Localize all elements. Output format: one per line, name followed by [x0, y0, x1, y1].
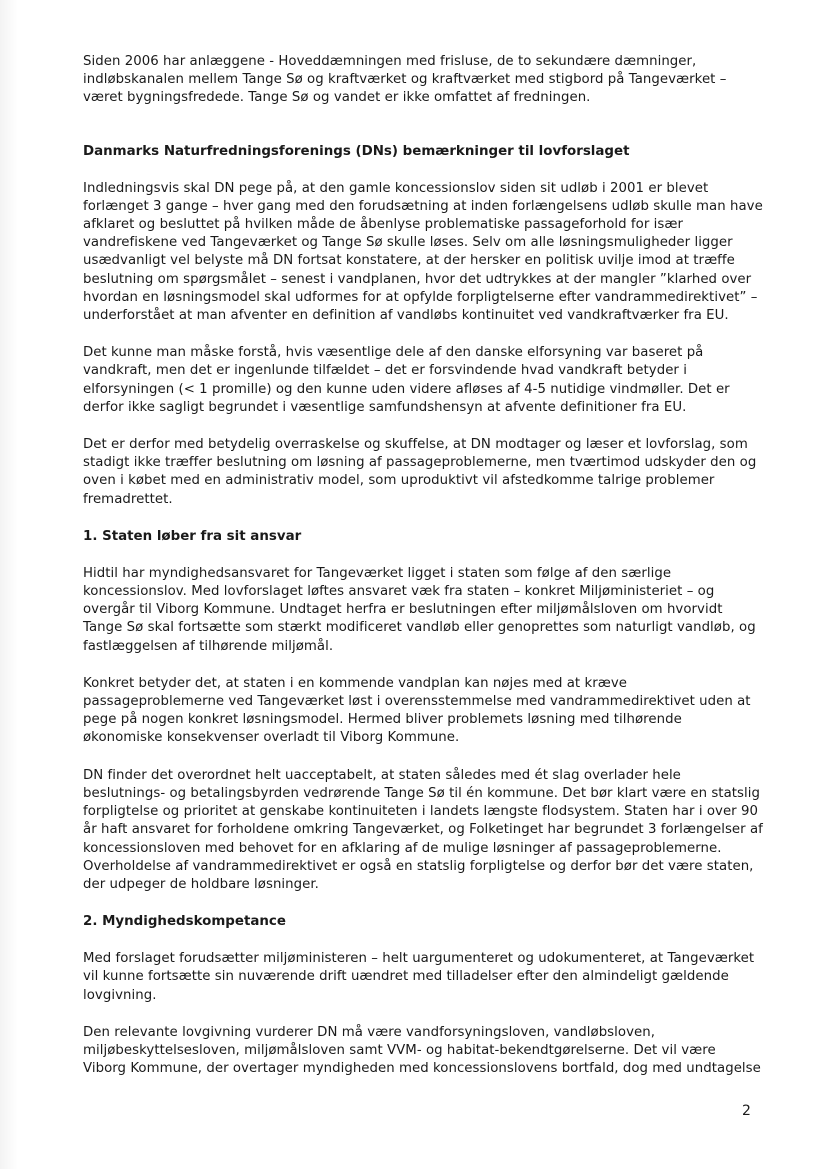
scan-edge-shadow	[0, 0, 18, 1169]
document-body	[83, 53, 763, 1078]
paragraph: Indledningsvis skal DN pege på, at den gamle koncessionslov siden sit udløb i 2001 er blevet forlænget 3 gange – hver gang med den forudsætning at inden forlængelsens udløb skulle man have afklaret og besluttet på hvilken måde de åbenlyse problematiske passageforhold for især vandrefiskene ved Tangeværket og Tange Sø skulle løses. Selv om alle løsningsmuligheder ligger usædvanligt vel belyste må DN fortsat konstatere, at der hersker en politisk uvilje imod at træffe beslutning om spørgsmålet – senest i vandplanen, hvor det udtrykkes at der mangler ”klarhed over hvordan en løsningsmodel skal udformes for at opfylde forpligtelserne efter vandrammedirektivet” – underforstået at man afventer en definition af vandløbs kontinuitet ved vandkraftværker fra EU.	[83, 180, 763, 324]
paragraph: DN finder det overordnet helt uacceptabelt, at staten således med ét slag overlader hele beslutnings- og betalingsbyrden vedrørende Tange Sø til én kommune. Det bør klart være en statslig forpligtelse og prioritet at genskabe kontinuiteten i landets længste flodsystem. Staten har i over 90 år haft ansvaret for forholdene omkring Tangeværket, og Folketinget har begrundet 3 forlængelser af koncessionsloven med behovet for en afklaring af de mulige løsninger af passageproblemerne. Overholdelse af vandrammedirektivet er også en statslig forpligtelse og derfor bør det være staten, der udpeger de holdbare løsninger.	[83, 767, 763, 892]
section-heading-1: 1. Staten løber fra sit ansvar	[83, 528, 302, 544]
page-number: 2	[742, 1103, 751, 1119]
paragraph: Hidtil har myndighedsansvaret for Tangeværket ligget i staten som følge af den særlige koncessionslov. Med lovforslaget løftes ansvaret væk fra staten – konkret Miljøministeriet – og overgår til Viborg Kommune. Undtaget herfra er beslutningen efter miljømålsloven om hvorvidt Tange Sø skal fortsætte som stærkt modificeret vandløb eller genoprettes som naturligt vandløb, og fastlæggelsen af tilhørende miljømål.	[83, 565, 756, 654]
paragraph: Det er derfor med betydelig overraskelse og skuffelse, at DN modtager og læser et lovforslag, som stadigt ikke træffer beslutning om løsning af passageproblemerne, men tværtimod udskyder den og oven i købet med en administrativ model, som uproduktivt vil afstedkomme talrige problemer fremadrettet.	[83, 437, 757, 507]
main-heading: Danmarks Naturfredningsforenings (DNs) bemærkninger til lovforslaget	[83, 143, 630, 159]
paragraph: Det kunne man måske forstå, hvis væsentlige dele af den danske elforsyning var baseret på vandkraft, men det er ingenlunde tilfældet – det er forsvindende hvad vandkraft betyder i elforsyningen (< 1 promille) og den kunne uden videre afløses af 4-5 nutidige vindmøller. Det er derfor ikke sagligt begrundet i væsentlige samfundshensyn at afvente definitioner fra EU.	[83, 345, 730, 415]
paragraph: Med forslaget forudsætter miljøministeren – helt uargumenteret og udokumenteret, at Tangeværket vil kunne fortsætte sin nuværende drift uændret med tilladelser efter den almindeligt gældende lovgivning.	[83, 951, 755, 1003]
paragraph: Konkret betyder det, at staten i en kommende vandplan kan nøjes med at kræve passageproblemerne ved Tangeværket løst i overensstemmelse med vandrammedirektivet uden at pege på nogen konkret løsningsmodel. Hermed bliver problemets løsning med tilhørende økonomiske konsekvenser overladt til Viborg Kommune.	[83, 675, 751, 746]
intro-paragraph: Siden 2006 har anlæggene - Hoveddæmningen med frisluse, de to sekundære dæmninger, indløbskanalen mellem Tange Sø og kraftværket og kraftværket med stigbord på Tangeværket – været bygningsfredede. Tange Sø og vandet er ikke omfattet af fredningen.	[83, 54, 727, 106]
paragraph: Den relevante lovgivning vurderer DN må være vandforsyningsloven, vandløbsloven, miljøbeskyttelsesloven, miljømålsloven samt VVM- og habitat-bekendtgørelserne. Det vil være Viborg Kommune, der overtager myndigheden med koncessionslovens bortfald, dog med undtagelse	[83, 1024, 761, 1077]
section-heading-2: 2. Myndighedskompetance	[83, 914, 286, 930]
